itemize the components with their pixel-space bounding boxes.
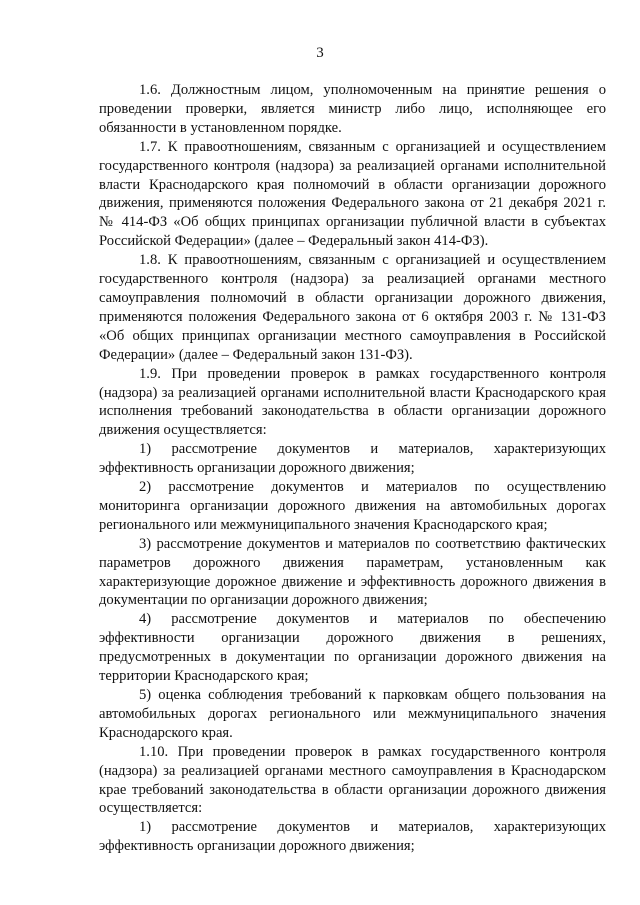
list-item-1-9-5: 5) оценка соблюдения требований к парковкам общего пользования на автомобильных дорогах регионального или межмуниципального значения Краснодарского края. [99,687,606,741]
list-item-1-9-2: 2) рассмотрение документов и материалов по осуществлению мониторинга организации дорожного движения на автомобильных дорогах регионального или межмуниципального значения Краснодарского края; [99,479,606,533]
paragraph-1-10: 1.10. При проведении проверок в рамках государственного контроля (надзора) за реализацией органами местного самоуправления в Краснодарском крае требований законодательства в области организации дорожного движения осуществляется: [99,743,606,817]
list-item-1-9-3: 3) рассмотрение документов и материалов по соответствию фактических параметров дорожного движения параметрам, установленным как характеризующие дорожное движение и эффективность дорожного движения в документации по организации дорожного движения; [99,535,606,609]
list-item-1-9-1: 1) рассмотрение документов и материалов, характеризующих эффективность организации дорожного движения; [99,441,606,477]
page-number: 3 [316,45,324,61]
list-item-1-9-4: 4) рассмотрение документов и материалов по обеспечению эффективности организации дорожного движения в решениях, предусмотренных в документации по организации дорожного движения на территории Краснодарского края; [99,611,606,685]
paragraph-1-8: 1.8. К правоотношениям, связанным с организацией и осуществлением государственного контроля (надзора) за реализацией органами местного самоуправления полномочий в области организации дорожного движения, применяются положения Федерального закона от 6 октября 2003 г. № 131-ФЗ «Об общих принципах организации местного самоуправления в Российской Федерации» (далее – Федеральный закон 131-ФЗ). [99,252,606,363]
paragraph-1-9: 1.9. При проведении проверок в рамках государственного контроля (надзора) за реализацией органами исполнительной власти Краснодарского края исполнения требований законодательства в области организации дорожного движения осуществляется: [99,365,606,439]
document-body [99,81,606,856]
paragraph-1-6: 1.6. Должностным лицом, уполномоченным на принятие решения о проведении проверки, является министр либо лицо, исполняющее его обязанности в установленном порядке. [99,82,606,136]
paragraph-1-7: 1.7. К правоотношениям, связанным с организацией и осуществлением государственного контроля (надзора) за реализацией органами исполнительной власти Краснодарского края полномочий в области организации дорожного движения, применяются положения Федерального закона от 21 декабря 2021 г. № 414-ФЗ «Об общих принципах организации публичной власти в субъектах Российской Федерации» (далее – Федеральный закон 414-ФЗ). [99,138,606,250]
list-item-1-10-1: 1) рассмотрение документов и материалов, характеризующих эффективность организации дорожного движения; [99,819,606,855]
